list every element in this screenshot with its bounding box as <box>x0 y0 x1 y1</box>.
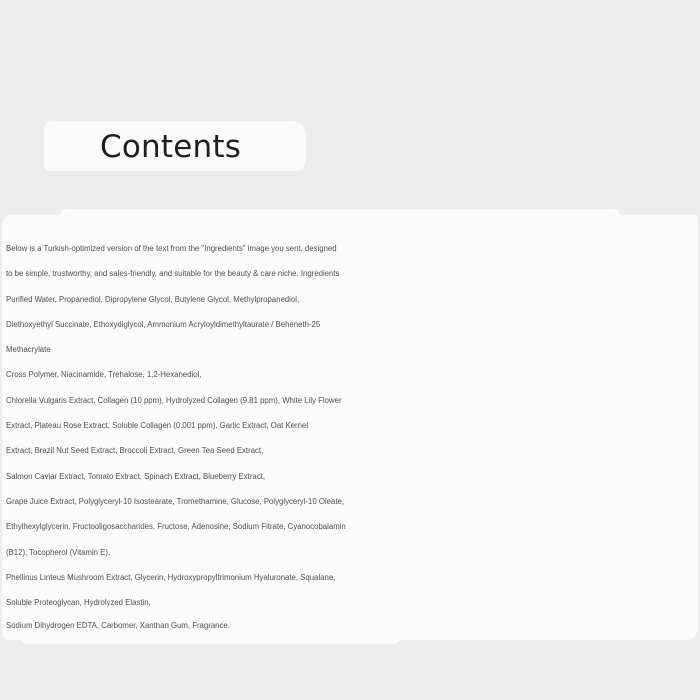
text-line: Salmon Caviar Extract, Tomato Extract, Spinach Extract, Blueberry Extract, <box>6 471 265 481</box>
text-line: Purified Water, Propanediol, Dipropylene Glycol, Butylene Glycol, Methylpropanediol, <box>6 294 300 304</box>
text-line: Soluble Proteoglycan, Hydrolyzed Elastin, <box>6 598 151 608</box>
text-line: Ethylhexylglycerin, Fructooligosaccharides, Fructose, Adenosine, Sodium Fitrate, Cyanocobalamin <box>6 522 346 532</box>
footer-text-line: Sodium Dihydrogen EDTA, Carbomer, Xanthan Gum, Fragrance. <box>6 621 230 631</box>
text-line: Extract, Plateau Rose Extract, Soluble Collagen (0.001 ppm), Garlic Extract, Oat Kernel <box>6 421 309 431</box>
ingredients-text-block <box>6 236 700 636</box>
text-line: Chlorella Vulgaris Extract, Collagen (10 ppm), Hydrolyzed Collagen (9.81 ppm), White Lily Flower <box>6 395 342 405</box>
text-line: Methacrylate <box>6 345 51 355</box>
text-line: Cross Polymer, Niacinamide, Trehalose, 1,2-Hexanediol, <box>6 370 202 380</box>
text-line: Grape Juice Extract, Polyglyceryl-10 Isostearate, Tromethamine, Glucose, Polyglyceryl-10 Oleate, <box>6 496 345 506</box>
text-line: Phellinus Linteus Mushroom Extract, Glycerin, Hydroxypropyltrimonium Hyaluronate, Squalane, <box>6 572 336 582</box>
text-line: Diethoxyethyl Succinate, Ethoxydiglycol, Ammonium Acryloyldimethyltaurate / Beheneth-25 <box>6 319 321 329</box>
text-line: to be simple, trustworthy, and sales-friendly, and suitable for the beauty & care niche. Ingredients <box>6 269 340 279</box>
text-line: (B12), Tocopherol (Vitamin E), <box>6 547 111 557</box>
text-line: Below is a Turkish-optimized version of the text from the "Ingredients" image you sent, designed <box>6 244 337 253</box>
page-title: Contents <box>100 129 242 165</box>
text-line: Extract, Brazil Nut Seed Extract, Broccoli Extract, Green Tea Seed Extract, <box>6 446 264 456</box>
